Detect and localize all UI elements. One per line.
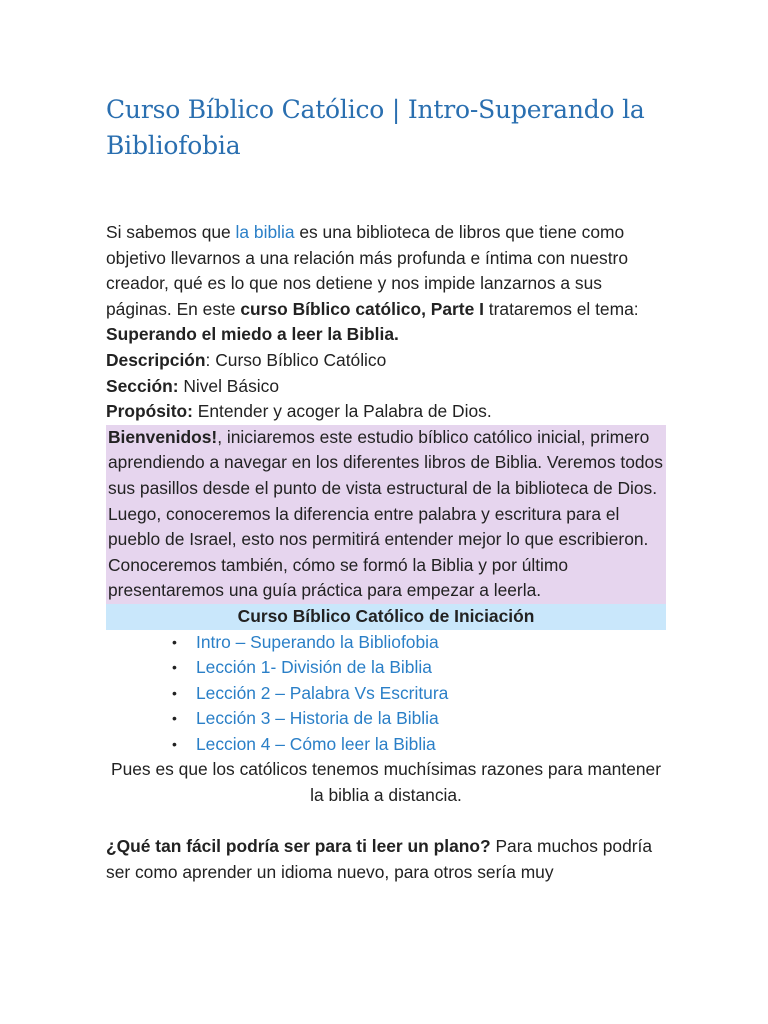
lesson-item	[172, 681, 666, 707]
lesson-item	[172, 630, 666, 656]
centered-note: Pues es que los católicos tenemos muchísimas razones para mantener la biblia a distancia.	[110, 759, 661, 806]
bullet-icon: •	[172, 659, 177, 676]
description-line	[106, 348, 666, 374]
section-value: Nivel Básico	[178, 375, 279, 396]
lesson-link-3[interactable]: Lección 3 – Historia de la Biblia	[196, 708, 439, 729]
article-title: Curso Bíblico Católico | Intro-Superando la Bibliofobia	[106, 95, 645, 160]
description-label: Descripción	[106, 349, 206, 370]
lesson-item	[172, 732, 666, 758]
lesson-link-intro[interactable]: Intro – Superando la Bibliofobia	[196, 631, 439, 652]
article-body	[106, 220, 666, 885]
lesson-link-2[interactable]: Lección 2 – Palabra Vs Escritura	[196, 682, 449, 703]
lesson-list	[106, 630, 666, 758]
purpose-value: Entender y acoger la Palabra de Dios.	[192, 401, 492, 422]
welcome-paragraph	[106, 425, 666, 604]
course-header: Curso Bíblico Católico de Iniciación	[106, 604, 666, 630]
la-biblia-link[interactable]: la biblia	[235, 222, 295, 242]
welcome-text: , iniciaremos este estudio bíblico católico inicial, primero aprendiendo a navegar en los diferentes libros de Biblia. Veremos todos sus pasillos desde el punto de vista estructural de la biblioteca de Dios. Luego, conoceremos la diferencia entre palabra y escritura para el pueblo de Israel, esto nos permitirá entender mejor lo que escribieron. Conoceremos también, cómo se formó la Biblia y por último presentaremos una guía práctica para empezar a leerla.	[108, 426, 663, 601]
description-value: : Curso Bíblico Católico	[205, 349, 387, 370]
question-bold: ¿Qué tan fácil podría ser para ti leer un plano?	[106, 836, 491, 857]
intro-text-1: Si sabemos que	[106, 222, 236, 242]
intro-text-2: es una biblioteca de libros que tiene como objetivo llevarnos a una relación más profunda e íntima con nuestro creador, qué es lo que nos detiene y nos impide lanzarnos a sus páginas. En este	[106, 222, 629, 319]
section-label: Sección:	[106, 375, 179, 396]
section-line	[106, 374, 666, 400]
lesson-item	[172, 655, 666, 681]
intro-bold-topic: Superando el miedo a leer la Biblia.	[106, 324, 399, 345]
bullet-icon: •	[172, 710, 177, 727]
question-paragraph	[106, 834, 666, 885]
intro-bold-course: curso Bíblico católico, Parte I	[240, 298, 484, 319]
lesson-link-4[interactable]: Leccion 4 – Cómo leer la Biblia	[196, 733, 436, 754]
intro-text-3: trataremos el tema:	[483, 298, 639, 319]
paragraph-spacer	[106, 809, 666, 835]
intro-paragraph	[106, 220, 666, 348]
bullet-icon: •	[172, 684, 177, 701]
question-text: Para muchos podría ser como aprender un idioma nuevo, para otros sería muy	[106, 836, 653, 882]
lesson-item	[172, 706, 666, 732]
welcome-bold: Bienvenidos!	[108, 426, 218, 447]
purpose-label: Propósito:	[106, 401, 193, 422]
bullet-icon: •	[172, 633, 177, 650]
bullet-icon: •	[172, 735, 177, 752]
lesson-link-1[interactable]: Lección 1- División de la Biblia	[196, 657, 432, 678]
purpose-line	[106, 399, 666, 425]
